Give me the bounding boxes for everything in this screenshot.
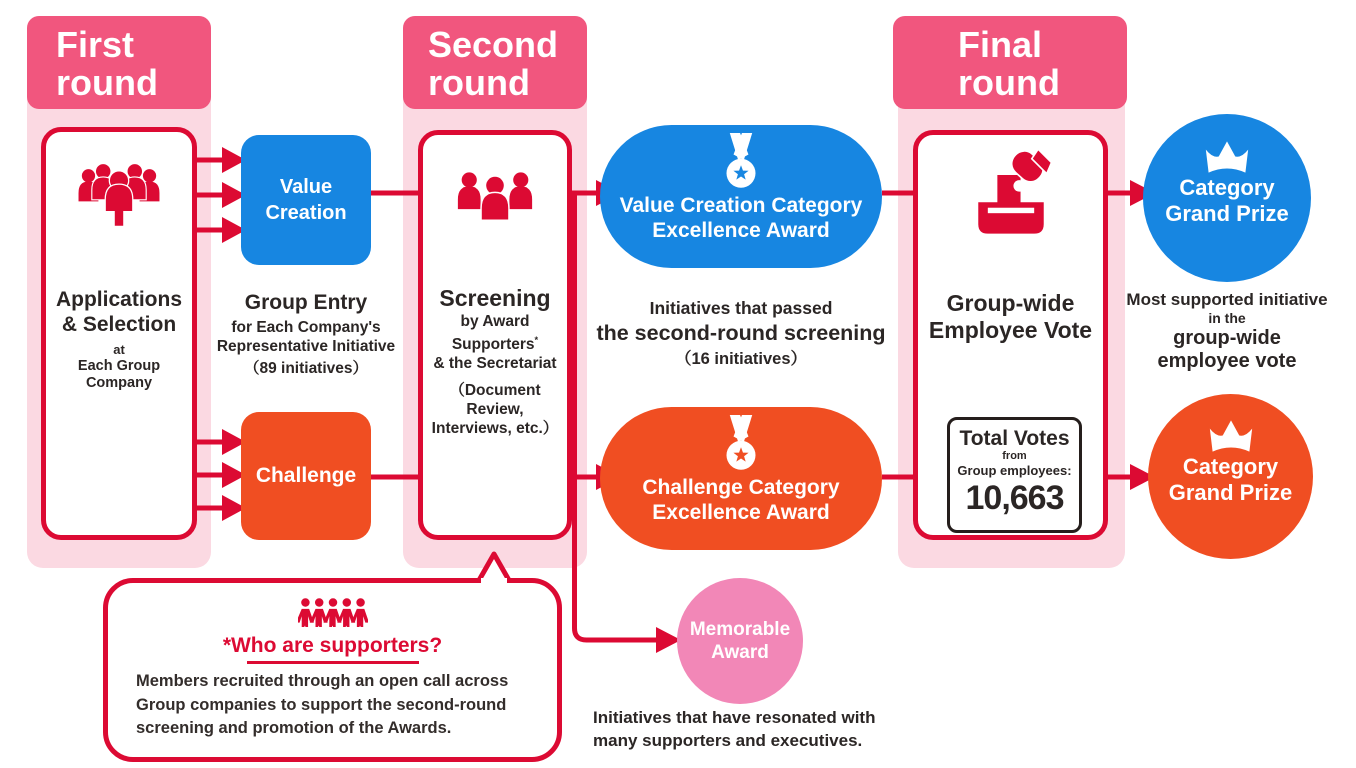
total-votes-title: Total Votes bbox=[959, 427, 1070, 450]
challenge-box bbox=[241, 412, 371, 540]
grand-prize-line1: Category bbox=[1182, 454, 1279, 479]
most-supported-note bbox=[1102, 290, 1352, 373]
value-creation-box bbox=[241, 135, 371, 265]
value-grand-prize-circle bbox=[1143, 114, 1311, 282]
memorable-note-line2: many supporters and executives. bbox=[593, 731, 863, 750]
blue-note-line4: employee vote bbox=[1157, 350, 1297, 372]
medal-icon bbox=[716, 415, 766, 473]
group-entry-note bbox=[211, 290, 401, 378]
group-entry-title: Group Entry bbox=[244, 291, 368, 314]
blue-note-line2: in the bbox=[1208, 310, 1246, 326]
first-round-header bbox=[27, 16, 211, 109]
applications-card bbox=[41, 127, 197, 540]
total-votes-value: 10,663 bbox=[965, 479, 1064, 517]
applications-line2: & Selection bbox=[61, 313, 177, 336]
grand-prize-line2: Grand Prize bbox=[1168, 480, 1293, 505]
passed-line3: （16 initiatives） bbox=[674, 350, 808, 368]
employee-vote-text bbox=[918, 290, 1103, 344]
memorable-note-line1: Initiatives that have resonated with bbox=[593, 708, 876, 727]
second-round-title-line1: Second bbox=[428, 24, 559, 65]
first-round-title-line1: First bbox=[56, 24, 135, 65]
vote-line1: Group-wide bbox=[946, 290, 1075, 316]
vote-ballot-icon bbox=[918, 145, 1103, 240]
screening-line3: （Document Review, bbox=[449, 382, 541, 419]
challenge-pill-line2: Excellence Award bbox=[652, 501, 830, 524]
crowd-icon bbox=[46, 150, 192, 235]
value-pill-line2: Excellence Award bbox=[652, 219, 830, 242]
total-votes-source: Group employees: bbox=[957, 463, 1072, 478]
challenge-grand-prize-circle bbox=[1148, 394, 1313, 559]
medal-icon bbox=[716, 133, 766, 191]
applications-line4: Each Group Company bbox=[77, 358, 161, 391]
group-entry-line2: Representative Initiative bbox=[216, 338, 396, 355]
value-pill-line1: Value Creation Category bbox=[619, 194, 863, 217]
second-round-header bbox=[403, 16, 587, 109]
supporters-line3: screening and promotion of the Awards. bbox=[136, 719, 452, 737]
applications-text bbox=[46, 287, 192, 392]
grand-prize-line1: Category bbox=[1179, 175, 1275, 200]
supporters-asterisk: * bbox=[534, 335, 539, 345]
total-votes-box bbox=[947, 417, 1082, 533]
passed-line2: the second-round screening bbox=[596, 321, 886, 345]
challenge-pill-line1: Challenge Category bbox=[642, 476, 840, 499]
second-round-title-line2: round bbox=[428, 62, 530, 103]
screening-card bbox=[418, 130, 572, 540]
screening-text bbox=[423, 285, 567, 438]
value-creation-award-pill bbox=[600, 125, 882, 268]
bubble-tail bbox=[477, 551, 511, 583]
value-creation-line1: Value bbox=[279, 176, 333, 198]
applications-line1: Applications bbox=[55, 288, 182, 311]
total-votes-from: from bbox=[1002, 450, 1027, 462]
crown-icon bbox=[1208, 418, 1254, 454]
supporters-title-underline bbox=[247, 661, 419, 664]
blue-note-line1: Most supported initiative bbox=[1126, 290, 1328, 309]
memorable-line2: Award bbox=[711, 642, 769, 663]
employee-vote-card bbox=[913, 130, 1108, 540]
memorable-note bbox=[593, 706, 923, 752]
screening-people-icon bbox=[423, 157, 567, 230]
screening-title: Screening bbox=[439, 285, 551, 311]
grand-prize-line2: Grand Prize bbox=[1165, 201, 1289, 226]
supporters-line1: Members recruited through an open call across bbox=[136, 672, 509, 690]
memorable-award-circle bbox=[677, 578, 803, 704]
vote-line2: Employee Vote bbox=[928, 317, 1093, 343]
supporters-title: *Who are supporters? bbox=[222, 634, 443, 657]
memorable-line1: Memorable bbox=[689, 619, 791, 640]
supporters-bubble bbox=[103, 578, 562, 762]
value-creation-line2: Creation bbox=[265, 202, 347, 224]
screening-line4: Interviews, etc.） bbox=[431, 420, 559, 438]
screening-line1: by Award Supporters* bbox=[451, 313, 539, 354]
final-round-title-line1: Final bbox=[958, 24, 1043, 65]
blue-note-line3: group-wide bbox=[1173, 327, 1281, 349]
final-round-title-line2: round bbox=[958, 62, 1060, 103]
supporters-paragraph bbox=[108, 670, 557, 741]
passed-line1: Initiatives that passed bbox=[649, 298, 833, 318]
applications-line3: at bbox=[113, 342, 125, 357]
passed-screening-note bbox=[591, 296, 891, 372]
supporters-figures-icon bbox=[298, 595, 368, 627]
final-round-header bbox=[893, 16, 1127, 109]
screening-line2: & the Secretariat bbox=[433, 355, 557, 373]
group-entry-line3: （89 initiatives） bbox=[243, 360, 369, 377]
group-entry-line1: for Each Company's bbox=[231, 319, 381, 336]
supporters-line2: Group companies to support the second-round bbox=[136, 695, 507, 714]
crown-icon bbox=[1204, 139, 1250, 175]
first-round-title-line2: round bbox=[56, 62, 158, 103]
challenge-label: Challenge bbox=[255, 464, 357, 487]
challenge-award-pill bbox=[600, 407, 882, 550]
